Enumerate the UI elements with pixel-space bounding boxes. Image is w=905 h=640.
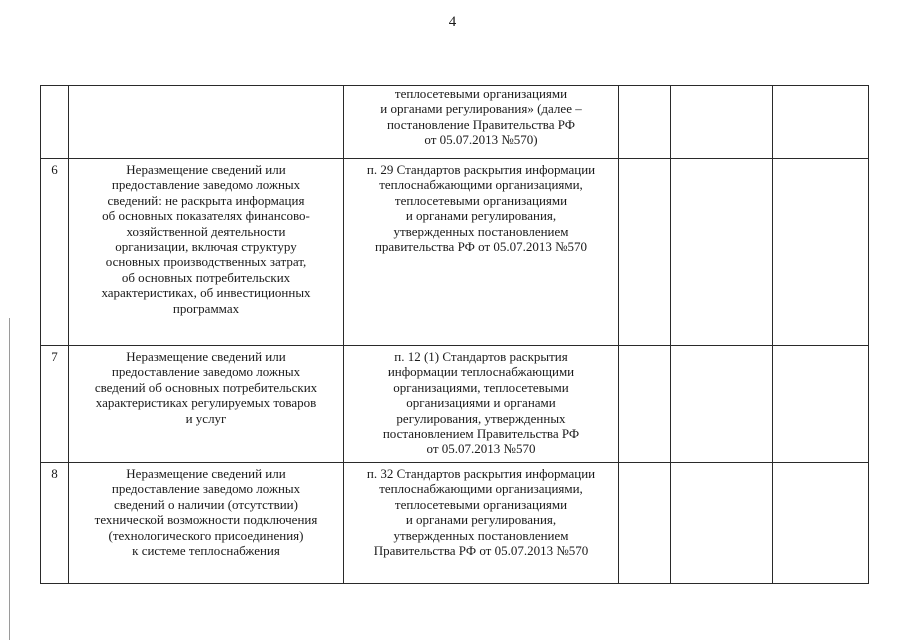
table-row xyxy=(41,86,869,159)
legal-reference: п. 12 (1) Стандартов раскрытия информации теплоснабжающими организациями, теплосетевыми организациями и органами регулирования, утвержденных постановлением Правительства РФ от 05.07.2013 №570 xyxy=(344,346,619,463)
empty-cell xyxy=(619,86,671,159)
legal-reference: теплосетевыми организациями и органами регулирования» (далее – постановление Правительства РФ от 05.07.2013 №570) xyxy=(344,86,619,159)
empty-cell xyxy=(773,159,869,346)
page-number: 4 xyxy=(448,14,457,30)
requirements-table xyxy=(40,85,869,584)
violation-description: Неразмещение сведений или предоставление заведомо ложных сведений о наличии (отсутствии) технической возможности подключения (технологического присоединения) к системе теплоснабжения xyxy=(69,463,344,584)
violation-description: Неразмещение сведений или предоставление заведомо ложных сведений об основных потребительских характеристиках регулируемых товаров и услуг xyxy=(69,346,344,463)
empty-cell xyxy=(773,463,869,584)
empty-cell xyxy=(619,346,671,463)
legal-reference: п. 32 Стандартов раскрытия информации теплоснабжающими организациями, теплосетевыми организациями и органами регулирования, утвержденных постановлением Правительства РФ от 05.07.2013 №570 xyxy=(344,463,619,584)
empty-cell xyxy=(619,463,671,584)
empty-cell xyxy=(773,86,869,159)
row-number: 6 xyxy=(41,159,69,346)
empty-cell xyxy=(671,346,773,463)
violation-description: Неразмещение сведений или предоставление заведомо ложных сведений: не раскрыта информация об основных показателях финансово- хозяйственной деятельности организации, включая структуру основных производственных затрат, об основных потребительских характеристиках, об инвестиционных программах xyxy=(69,159,344,346)
legal-reference: п. 29 Стандартов раскрытия информации теплоснабжающими организациями, теплосетевыми организациями и органами регулирования, утвержденных постановлением правительства РФ от 05.07.2013 №570 xyxy=(344,159,619,346)
row-number: 7 xyxy=(41,346,69,463)
scan-edge-line xyxy=(9,318,10,640)
empty-cell xyxy=(671,159,773,346)
table-row xyxy=(41,346,869,463)
table-row xyxy=(41,159,869,346)
empty-cell xyxy=(773,346,869,463)
table-row xyxy=(41,463,869,584)
empty-cell xyxy=(619,159,671,346)
empty-cell xyxy=(671,86,773,159)
row-number: 8 xyxy=(41,463,69,584)
empty-cell xyxy=(671,463,773,584)
row-number xyxy=(41,86,69,159)
violation-description xyxy=(69,86,344,159)
